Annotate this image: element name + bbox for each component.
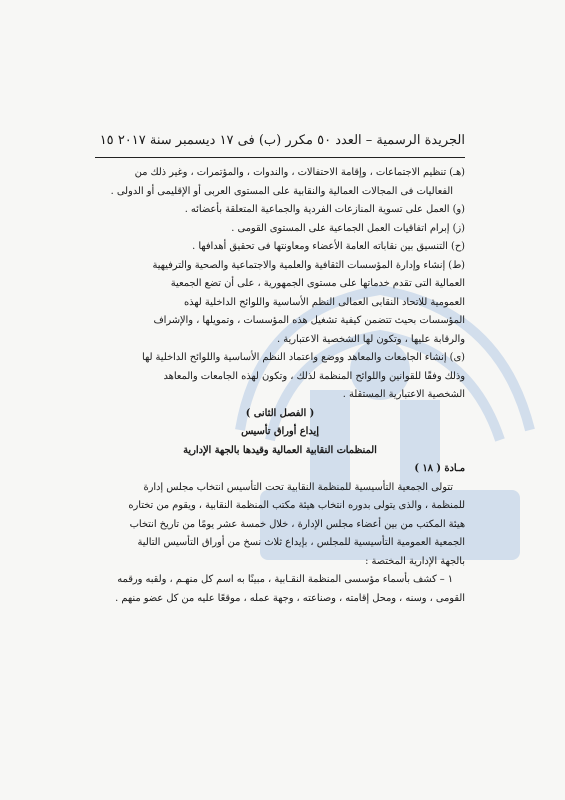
article-line-3: هيئة المكتب من بين أعضاء مجلس الإدارة ، خلال خمسة عشر يومًا من تاريخ انتخاب xyxy=(129,518,465,530)
item-waw: (و) العمل على تسوية المنازعات الفردية والجماعية المتعلقة بأعضائه . xyxy=(184,204,465,215)
article-line-4: الجمعية العمومية التأسيسية للمجلس ، بإيداع ثلاث نسخ من أوراق التأسيس التالية xyxy=(137,537,465,548)
chapter-subtitle-1: إيداع أوراق تأسيس xyxy=(241,426,319,437)
item-he-line-1: (هـ) تنظيم الاجتماعات ، وإقامة الاحتفالات ، والندوات ، والمؤتمرات ، وغير ذلك من xyxy=(134,167,465,178)
article-line-2: للمنظمة ، والذى يتولى بدوره انتخاب هيئة مكتب المنظمة النقابية ، ويقوم من تختاره xyxy=(128,500,465,511)
document-body xyxy=(95,164,465,608)
item-zay: (ز) إبرام اتفاقيات العمل الجماعية على المستوى القومى . xyxy=(231,222,465,234)
item-he-line-2: الفعاليات فى المجالات العمالية والنقابية على المستوى العربى أو الإقليمى أو الدولى . xyxy=(110,185,453,197)
item-ya-line-3: الشخصية الاعتبارية المستقلة . xyxy=(342,389,465,400)
item-ta-line-5: والرقابة عليها ، وتكون لها الشخصية الاعتبارية . xyxy=(277,333,465,345)
article-item-1-line-2: القومى ، وسنه ، ومحل إقامته ، وصناعته ، وجهة عمله ، موقعًا عليه من كل عضو منهم . xyxy=(115,592,465,604)
article-item-1-line-1: ١ – كشف بأسماء مؤسسى المنظمة النقـابية ، مبينًا به اسم كل منهـم ، ولقبه ورقمه xyxy=(117,574,453,585)
item-ta-line-3: العمومية للاتحاد النقابى العمالى النظم الأساسية واللوائح الداخلية لهذه xyxy=(184,296,465,308)
chapter-title: ( الفصل الثانى ) xyxy=(245,407,315,419)
item-ta-line-1: (ط) إنشاء وإدارة المؤسسات الثقافية والعلمية والاجتماعية والصحية والترفيهية xyxy=(152,259,465,271)
item-ta-line-2: العمالية التى تقدم خدماتها على مستوى الجمهورية ، على أن تضع الجمعية xyxy=(170,278,465,289)
item-ya-line-2: وذلك وفقًا للقوانين واللوائح المنظمة لذلك ، وتكون لهذه الجامعات والمعاهد xyxy=(163,370,465,382)
article-line-1: تتولى الجمعية التأسيسية للمنظمة النقابية تحت التأسيس انتخاب مجلس إدارة xyxy=(143,481,453,493)
header-divider xyxy=(95,157,465,158)
item-ha: (ح) التنسيق بين نقاباته العامة الأعضاء ومعاونتها فى تحقيق أهدافها . xyxy=(192,241,465,252)
item-ya-line-1: (ى) إنشاء الجامعات والمعاهد ووضع واعتماد النظم الأساسية واللوائح الداخلية لها xyxy=(141,352,465,363)
article-line-5: بالجهة الإدارية المختصة : xyxy=(365,555,465,567)
article-heading: مـادة ( ١٨ ) xyxy=(414,463,465,474)
item-ta-line-4: المؤسسات بحيث تتضمن كيفية تشغيل هذه المؤسسات ، وتمويلها ، والإشراف xyxy=(153,315,465,326)
gazette-header: الجريدة الرسمية – العدد ٥٠ مكرر (ب) فى ١٧ ديسمبر سنة ٢٠١٧ ١٥ xyxy=(99,133,465,148)
chapter-subtitle-2: المنظمات النقابية العمالية وقيدها بالجهة الإدارية xyxy=(183,444,377,456)
